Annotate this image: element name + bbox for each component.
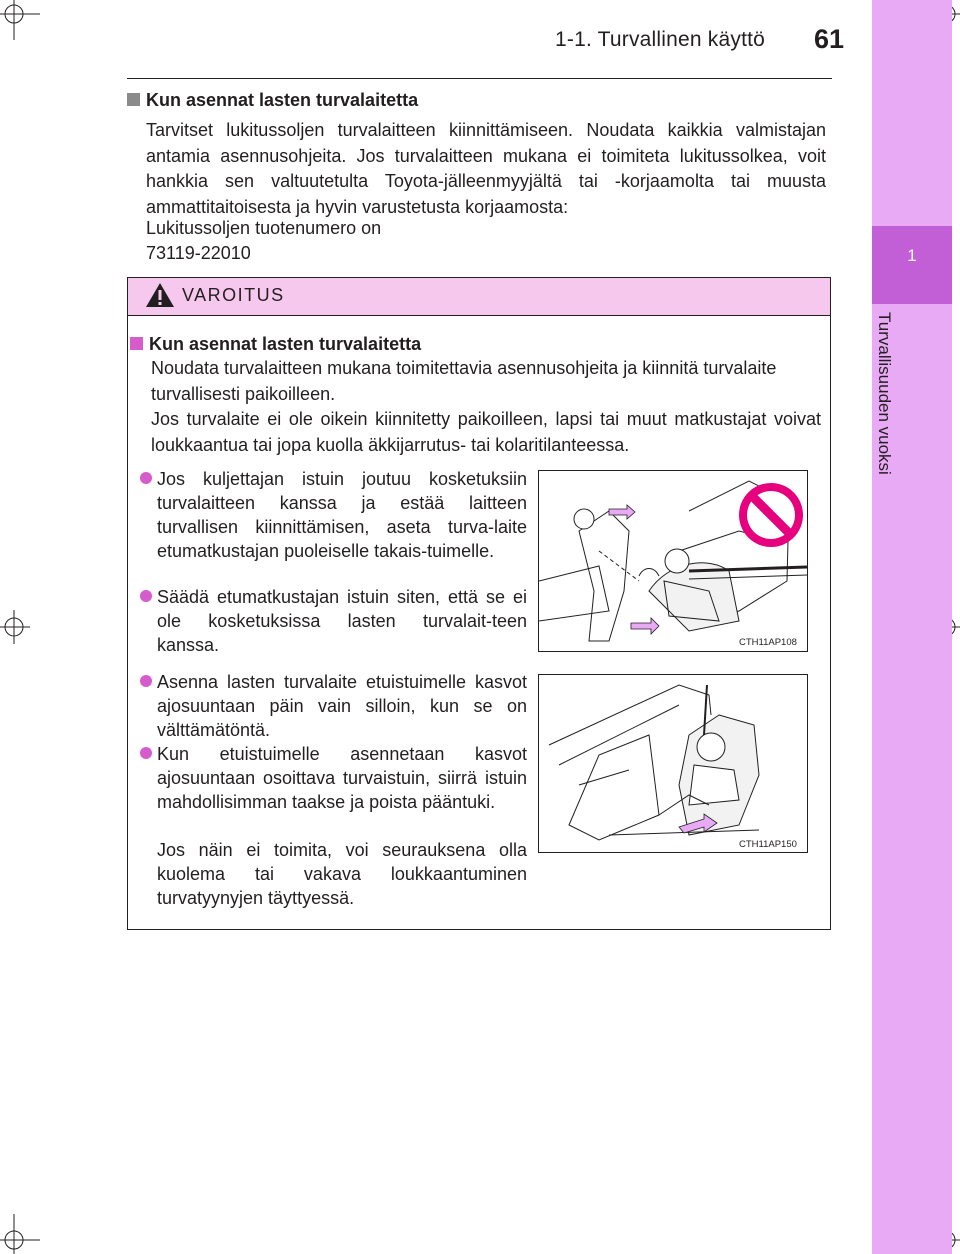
chapter-title-text: Turvallisuuden vuoksi <box>875 312 894 475</box>
chapter-tab-strip <box>872 0 952 1254</box>
warning-square-icon <box>130 337 143 350</box>
bullet-dot-icon <box>140 747 152 759</box>
figure-1-illustration <box>539 471 807 651</box>
bullet-item <box>157 467 527 563</box>
part-number-value: 73119-22010 <box>146 243 251 263</box>
bullet-dot-icon <box>140 590 152 602</box>
chapter-title <box>872 312 904 522</box>
header-rule <box>127 78 832 79</box>
bullet-note-text: Jos näin ei toimita, voi seurauksena olla kuolema tai vakava loukkaantuminen turvatyynyjen täyttyessä. <box>157 840 527 908</box>
bullet-text: Säädä etumatkustajan istuin siten, että se ei ole kosketuksissa lasten turvalait-teen kanssa. <box>157 587 527 655</box>
section-title-text: Kun asennat lasten turvalaitetta <box>146 90 419 110</box>
warning-triangle-icon <box>144 281 176 309</box>
part-number-label: Lukitussoljen tuotenumero on <box>146 218 382 238</box>
figure-front-seat <box>538 674 808 853</box>
header-section-title: 1-1. Turvallinen käyttö <box>555 28 766 51</box>
page-number: 61 <box>814 24 845 54</box>
warning-title-text: Kun asennat lasten turvalaitetta <box>149 334 422 354</box>
bullet-item <box>157 585 527 657</box>
figure-driver-seat <box>538 470 808 652</box>
chapter-number: 1 <box>907 246 917 265</box>
warning-title <box>130 334 421 355</box>
section-square-icon <box>127 93 140 106</box>
warning-paragraphs <box>151 356 821 458</box>
warning-paragraph-2: Jos turvalaite ei ole oikein kiinnitetty paikoilleen, lapsi tai muut matkustajat voivat loukkaantua tai jopa kuolla äkkijarrutus- tai kolaritilanteessa. <box>151 409 821 455</box>
section-intro: Tarvitset lukitussoljen turvalaitteen kiinnittämiseen. Noudata kaikkia valmistajan antamia asennusohjeita. Jos turvalaitteen mukana ei toimiteta lukitussolkea, voit hankkia sen valtuutetulta Toyota-jälleenmyyjältä tai -korjaamolta tai muusta ammattitaitoisesta ja hyvin varustetusta korjaamosta: <box>146 120 826 217</box>
figure-2-illustration <box>539 675 807 852</box>
bullet-dot-icon <box>140 675 152 687</box>
bullet-text: Asenna lasten turvalaite etuistuimelle kasvot ajosuuntaan päin vain silloin, kun se on välttämätöntä. <box>157 672 527 740</box>
bullet-note <box>157 838 527 910</box>
section-title <box>127 90 418 111</box>
part-number-block <box>146 216 746 266</box>
warning-paragraph-1: Noudata turvalaitteen mukana toimitettavia asennusohjeita ja kiinnitä turvalaite turvallisesti paikoilleen. <box>151 358 777 404</box>
bullet-text: Kun etuistuimelle asennetaan kasvot ajosuuntaan osoittava turvaistuin, siirrä istuin mahdollisimman taakse ja poista pääntuki. <box>157 744 527 812</box>
bullet-dot-icon <box>140 472 152 484</box>
figure-2-code: CTH11AP150 <box>739 839 797 850</box>
bullet-item <box>157 742 527 814</box>
bullet-item <box>157 670 527 742</box>
warning-label: VAROITUS <box>182 285 285 305</box>
bullet-text: Jos kuljettajan istuin joutuu kosketuksiin turvalaitteen kanssa ja estää laitteen turvallisen kiinnittämisen, aseta turva-laite etumatkustajan puoleiselle takais-tuimelle. <box>157 469 527 561</box>
figure-1-code: CTH11AP108 <box>739 637 797 648</box>
